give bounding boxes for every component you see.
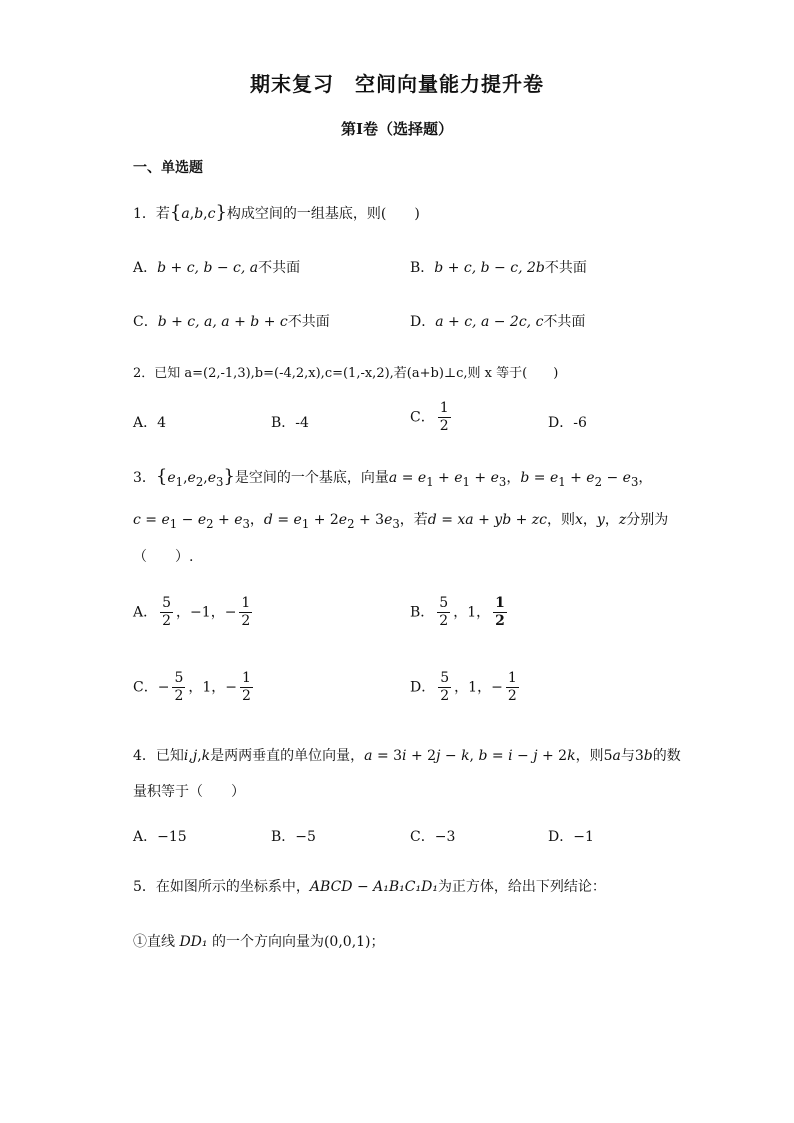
question-3-line-2: $c = e_1 - e_2 + e_3$，$d = e_1 + 2e_2 + 3e_3$，若d = xa + yb + zc，则x，y，z分别为: [133, 512, 669, 531]
q2-option-a[interactable]: A．4: [133, 415, 167, 431]
question-4-line-2: 量积等于（ ）: [133, 784, 245, 800]
page-title: 期末复习 空间向量能力提升卷: [250, 72, 544, 96]
question-2: 2．已知 a=(2,-1,3),b=(-4,2,x),c=(1,-x,2),若(a+b)⊥c,则 x 等于( ): [133, 366, 559, 381]
question-3-line-1: 3．$\{e_1,e_2,e_3\}$是空间的一个基底，向量$a = e_1 + e_1 + e_3$，$b = e_1 + e_2 - e_3$，: [133, 466, 653, 489]
cube-expression: ABCD − A₁B₁C₁D₁: [309, 879, 438, 895]
q4-option-d[interactable]: D．−1: [548, 829, 594, 845]
q1-option-b[interactable]: B．b + c, b − c, 2b不共面: [410, 260, 587, 276]
q1-option-a[interactable]: A．b + c, b − c, a不共面: [133, 260, 301, 276]
q4-option-b[interactable]: B．−5: [271, 829, 316, 845]
q2-option-d[interactable]: D．-6: [548, 415, 587, 431]
q3-option-b[interactable]: B． $\frac{5}{2}$ ，1， $\frac{1}{2}$: [410, 595, 505, 629]
q3-option-a[interactable]: A． $\frac{5}{2}$ ，−1，− $\frac{1}{2}$: [133, 595, 251, 629]
q1-option-b-math: b + c, b − c, 2b: [434, 260, 545, 276]
q1-option-d[interactable]: D．a + c, a − 2c, c不共面: [410, 314, 586, 330]
q1-option-c-math: b + c, a, a + b + c: [157, 314, 288, 330]
q2-option-b[interactable]: B．-4: [271, 415, 309, 431]
q3-option-d[interactable]: D． $\frac{5}{2}$ ，1，− $\frac{1}{2}$: [410, 670, 517, 704]
q1-option-d-math: a + c, a − 2c, c: [435, 314, 544, 330]
q2-option-c-fraction: $\frac{1}{2}$: [439, 400, 449, 434]
q4-option-a[interactable]: A．−15: [133, 829, 187, 845]
q3-option-c[interactable]: C．− $\frac{5}{2}$ ，1，− $\frac{1}{2}$: [133, 670, 251, 704]
q1-post: 构成空间的一组基底，则( ): [226, 206, 420, 222]
q2-option-c[interactable]: C． $\frac{1}{2}$: [410, 400, 449, 434]
question-5: 5．在如图所示的坐标系中，ABCD − A₁B₁C₁D₁为正方体，给出下列结论：: [133, 879, 606, 895]
part-subtitle: 第Ⅰ卷（选择题）: [340, 120, 454, 138]
q1-option-a-math: b + c, b − c, a: [157, 260, 259, 276]
q4-option-c[interactable]: C．−3: [410, 829, 456, 845]
q1-option-c[interactable]: C．b + c, a, a + b + c不共面: [133, 314, 330, 330]
question-3-line-3: （ ）.: [133, 549, 194, 565]
q5-statement-1: ①直线 DD₁ 的一个方向向量为(0,0,1)；: [133, 934, 385, 950]
question-4-line-1: 4．已知i,j,k是两两垂直的单位向量，a = 3i + 2j − k, b = i − j + 2k，则5a与3b的数: [133, 748, 681, 764]
q1-pre: 若: [155, 206, 170, 222]
question-1: 1．若{a,b,c}构成空间的一组基底，则( ): [133, 202, 420, 223]
q1-number: 1．: [133, 206, 156, 222]
section-heading: 一、单选题: [133, 160, 203, 176]
